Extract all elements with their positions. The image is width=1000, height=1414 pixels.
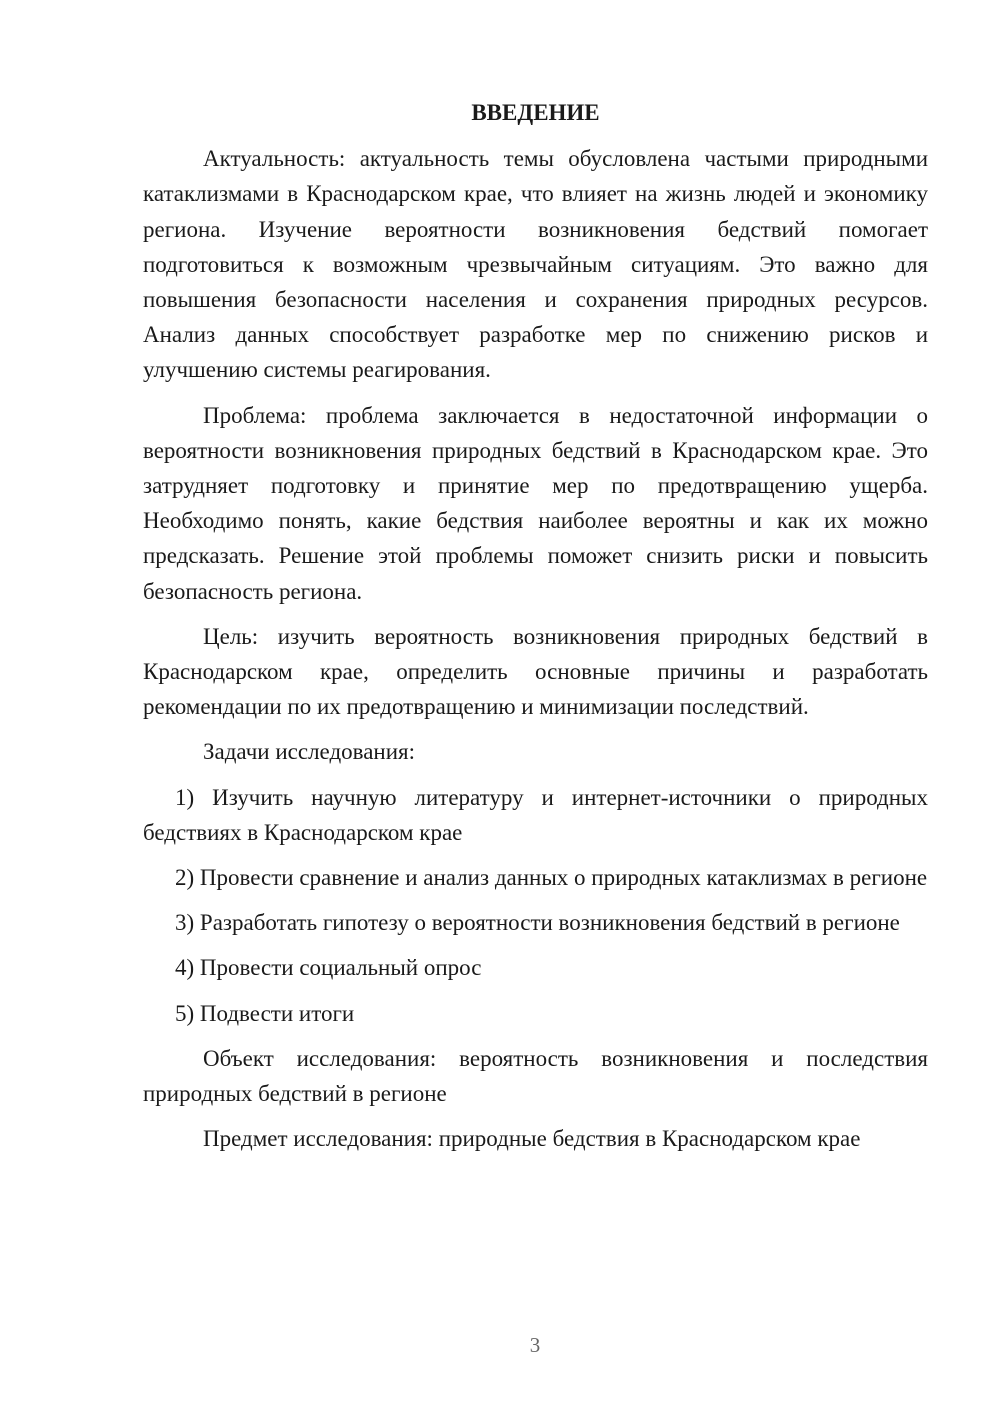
- paragraph-relevance: Актуальность: актуальность темы обусловлена частыми природными катаклизмами в Краснодарском крае, что влияет на жизнь людей и экономику региона. Изучение вероятности возникновения бедствий помогает подготовиться к возможным чрезвычайным ситуациям. Это важно для повышения безопасности населения и сохранения природных ресурсов. Анализ данных способствует разработке мер по снижению рисков и улучшению системы реагирования.: [143, 146, 928, 383]
- task-item: 1) Изучить научную литературу и интернет-источники о природных бедствиях в Краснодарском крае: [143, 784, 928, 845]
- paragraph-problem: Проблема: проблема заключается в недостаточной информации о вероятности возникновения природных бедствий в Краснодарском крае. Это затрудняет подготовку и принятие мер по предотвращению ущерба. Необходимо понять, какие бедствия наиболее вероятны и как их можно предсказать. Решение этой проблемы поможет снизить риски и повысить безопасность региона.: [143, 402, 928, 604]
- page-title: ВВЕДЕНИЕ: [471, 100, 600, 125]
- task-item: 5) Подвести итоги: [175, 1000, 355, 1026]
- task-item: 4) Провести социальный опрос: [175, 955, 482, 981]
- task-item: 2) Провести сравнение и анализ данных о природных катаклизмах в регионе: [175, 865, 928, 891]
- paragraph-object: Объект исследования: вероятность возникновения и последствия природных бедствий в регионе: [143, 1045, 928, 1107]
- document-page: [143, 95, 928, 1156]
- task-item: 3) Разработать гипотезу о вероятности возникновения бедствий в регионе: [175, 910, 900, 936]
- paragraph-subject: Предмет исследования: природные бедствия в Краснодарском крае: [203, 1126, 861, 1152]
- paragraph-goal: Цель: изучить вероятность возникновения природных бедствий в Краснодарском крае, определить основные причины и разработать рекомендации по их предотвращению и минимизации последствий.: [143, 623, 928, 720]
- page-number: 3: [529, 1333, 541, 1357]
- tasks-heading: Задачи исследования:: [203, 739, 416, 765]
